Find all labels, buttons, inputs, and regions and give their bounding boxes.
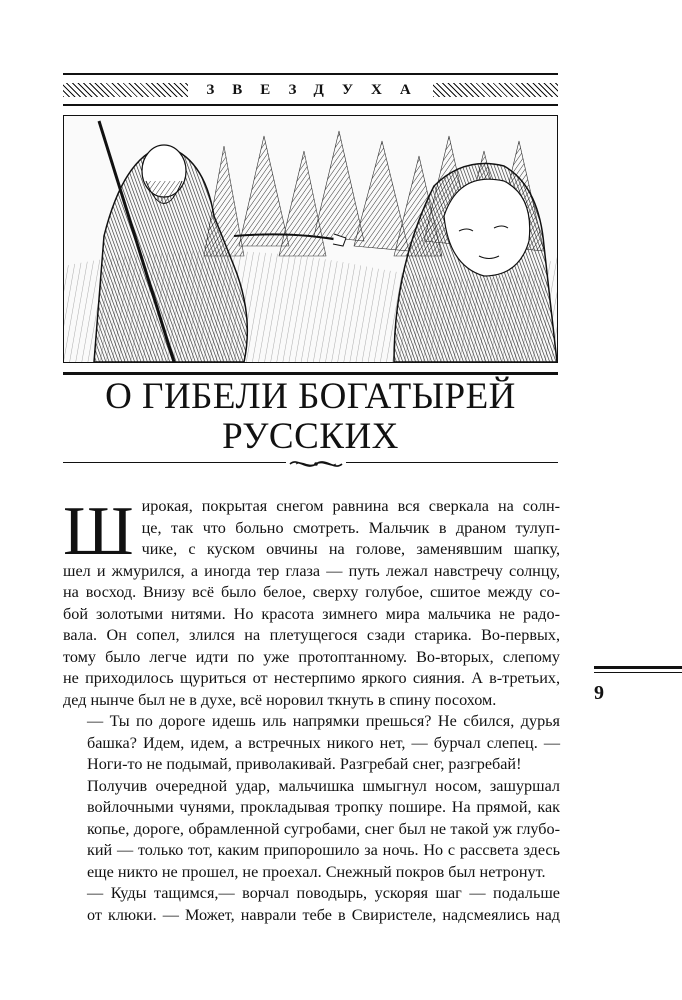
paragraph-4 [63,883,560,926]
text-line: шел и жмурился, а иногда тер глаза — путь лежал навстречу солнцу, [63,561,560,580]
text-line: бой золотыми нитями. Но красота зимнего мира мальчика не радо- [63,604,560,623]
text-line: дед нынче был не в духе, всё норовил ткнуть в спину посохом. [63,690,497,709]
text-line: вала. Он сопел, злился на плетущегося сзади старика. Во-первых, [63,626,560,644]
text-line: тому было легче идти по уже протоптанному. Во-вторых, слепому [63,647,560,666]
side-marker [594,666,682,673]
text-line: Получив очередной удар, мальчишка шмыгнул носом, зашуршал [87,776,560,795]
header-rule-top [63,73,558,75]
text-line: чике, с куском овчины на голове, заменявшим шапку, [141,540,560,558]
text-line: — Ты по дороге идешь иль напрямки прешься? Не сбился, дурья [87,712,560,730]
paragraph-2 [63,711,560,776]
text-line: копье, дороге, обрамленной сугробами, снег был не такой уж глубо- [87,819,560,838]
text-line: башка? Идем, идем, а встречных никого нет, — бурчал слепец. — [87,733,560,752]
text-line: — Куды тащимся,— ворчал поводырь, ускоряя шаг — подальше [87,884,560,902]
text-line: войлочными чунями, прокладывая тропку пошире. На прямой, как [87,798,560,816]
text-line: еще никто не прошел, не проехал. Снежный покров был нетронут. [87,862,546,881]
drop-cap: Ш [63,493,134,570]
chapter-title [63,377,558,457]
text-line: кий — только тот, каким припорошило за ночь. Но с рассвета здесь [87,841,560,859]
running-title: ЗВЕЗДУХА [188,80,432,100]
engraving-illustration [63,115,558,363]
text-line: на восход. Внизу всё было белое, сверху голубое, сшитое между со- [63,583,560,601]
chapter-title-line2: РУССКИХ [222,416,399,457]
text-line: Ноги-то не подымай, приволакивай. Разгребай снег, разгребай! [87,755,522,773]
page-number: 9 [594,682,604,704]
header-hatch-right [433,83,558,97]
flourish-icon [286,456,346,472]
text-line: не приходилось щуриться от нестерпимо яркого сияния. А в-третьих, [63,669,560,687]
body-text [63,493,560,926]
text-line: от клюки. — Может, наврали тебе в Свиристеле, надсмеялись над [87,905,560,924]
paragraph-1 [63,493,560,711]
header-rule-bottom [63,104,558,106]
text-line: ирокая, покрытая снегом равнина вся сверкала на солн- [141,497,560,515]
chapter-title-line1: О ГИБЕЛИ БОГАТЫРЕЙ [105,376,516,417]
header-hatch-left [63,83,188,97]
title-rule-top [63,372,558,375]
running-header [63,80,558,100]
paragraph-3 [63,776,560,884]
engraving-icon [64,116,557,362]
text-line: це, так что больно смотреть. Мальчик в драном тулуп- [141,518,560,537]
